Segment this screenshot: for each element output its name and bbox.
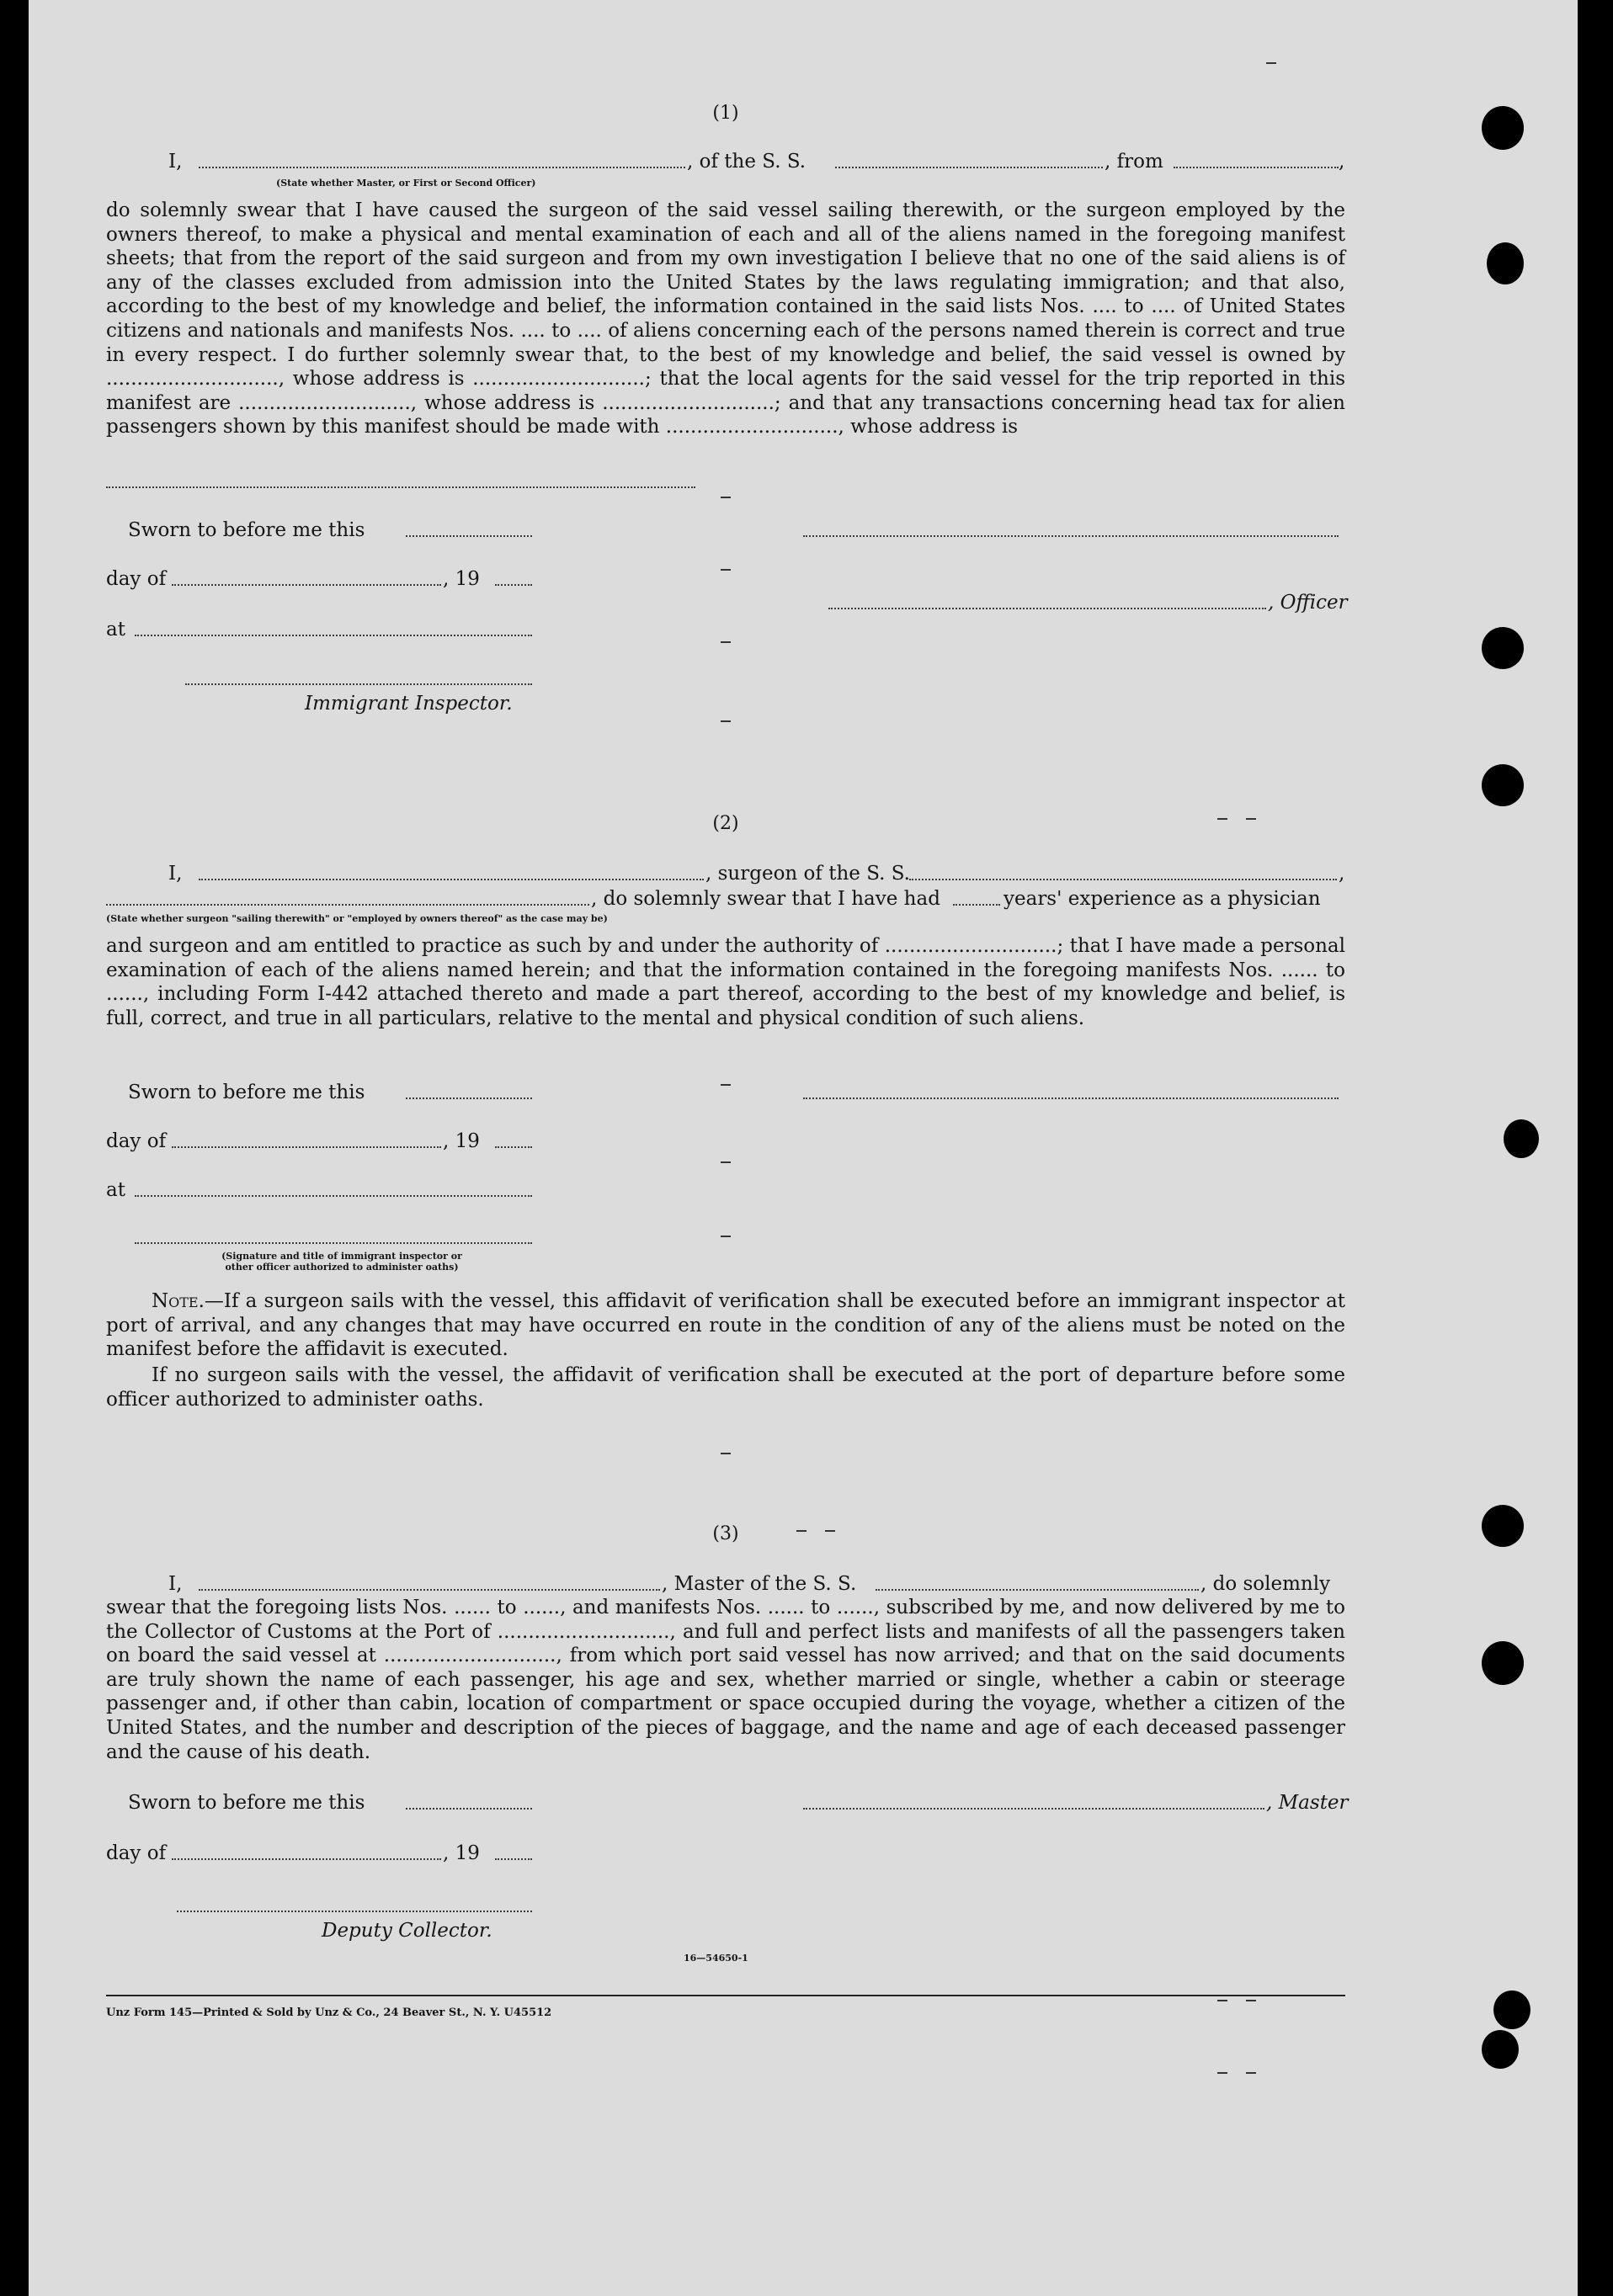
day-of-label: day of [106, 568, 167, 590]
place-field [135, 635, 532, 636]
scan-mark [1217, 2000, 1227, 2001]
line-end: , [1339, 151, 1345, 173]
punch-hole [1482, 764, 1524, 806]
punch-hole [1482, 1641, 1524, 1685]
collector-title: Deputy Collector. [322, 1920, 492, 1942]
years-label: years' experience as a physician [1003, 888, 1321, 910]
scan-mark [721, 569, 731, 571]
collector-signature-field [177, 1911, 532, 1912]
master-ss-label: , Master of the S. S. [662, 1573, 857, 1595]
vessel-name-field [835, 167, 1103, 168]
scan-mark [825, 1530, 835, 1532]
scan-mark [1246, 2000, 1256, 2001]
surgeon-status-note: (State whether surgeon "sailing therewith" or "employed by owners thereof" as the case may be) [106, 913, 608, 924]
day-of-label: day of [106, 1130, 167, 1152]
punch-hole [1482, 2030, 1519, 2069]
section1-body: do solemnly swear that I have caused the surgeon of the said vessel sailing therewith, or the surgeon employed by the owners thereof, to make a physical and mental examination of each and all of the aliens named in the foregoing manifest sheets; that from the report of the said surgeon and from my own investigation I believe that no one of the said aliens is of any of the classes excluded from admission into the United States by the laws regulating immigration; and that also, according to the best of my knowledge and belief, the information contained in the said lists Nos. .... to .... of United States citizens and nationals and manifests Nos. .... to .... of aliens concerning each of the persons named therein is correct and true in every respect. I do further solemnly swear that, to the best of my knowledge and belief, the said vessel is owned by ............................, whose address is ............................; that the local agents for the said vessel for the trip reported in this manifest are ............................, whose address is ............................; and that any transactions concerning head tax for alien passengers shown by this manifest should be made with ............................, whose address is [106, 199, 1345, 438]
punch-hole [1482, 627, 1524, 669]
note-paragraph-2: If no surgeon sails with the vessel, the affidavit of verification shall be executed at the port of departure before some officer authorized to administer oaths. [106, 1364, 1345, 1411]
scan-mark [1246, 2072, 1256, 2074]
month-field [172, 584, 441, 586]
from-port-field [1174, 167, 1339, 168]
year-field [495, 584, 532, 586]
scan-mark [721, 1161, 731, 1163]
sworn-label: Sworn to before me this [128, 519, 365, 541]
footer-rule [106, 1995, 1345, 1996]
section-number: (2) [712, 813, 739, 834]
line-end: , do solemnly [1200, 1573, 1331, 1595]
sworn-date-field [406, 1808, 532, 1810]
scan-mark [1266, 62, 1276, 64]
scan-mark [1217, 818, 1227, 820]
scan-mark [721, 641, 731, 643]
sworn-label: Sworn to before me this [128, 1792, 365, 1814]
scan-mark [796, 1530, 806, 1532]
section-number: (3) [712, 1523, 739, 1544]
vessel-name-field [876, 1589, 1199, 1591]
scan-mark [721, 1236, 731, 1237]
year-label: , 19 [443, 1130, 480, 1152]
month-field [172, 1146, 441, 1148]
line-end: , [1339, 863, 1345, 885]
vessel-officer-signature-field [803, 535, 1339, 537]
at-label: at [106, 619, 125, 640]
punch-hole [1493, 1990, 1530, 2029]
section2-body: and surgeon and am entitled to practice as such by and under the authority of ............................; that I have made a personal examination of each of the aliens named herein; and that the information contained in the foregoing manifests Nos. ...... to ......, including Form I-442 attached thereto and made a part thereof, according to the best of my knowledge and belief, is full, correct, and true in all particulars, relative to the mental and physical condition of such aliens. [106, 935, 1345, 1029]
scan-mark [1246, 818, 1256, 820]
scan-mark [721, 720, 731, 722]
punch-hole [1482, 106, 1524, 150]
scan-mark [721, 497, 731, 498]
at-label: at [106, 1179, 125, 1201]
inspector-title: Immigrant Inspector. [305, 693, 513, 715]
punch-hole [1504, 1119, 1539, 1158]
scan-mark [721, 1084, 731, 1086]
sworn-date-field [406, 535, 532, 537]
inspector-title-note-line: other officer authorized to administer oaths) [225, 1262, 459, 1273]
section-number: (1) [712, 103, 739, 124]
officer-label: , Officer [1268, 592, 1348, 614]
day-of-label: day of [106, 1842, 167, 1864]
i-label: I, [168, 863, 183, 885]
i-label: I, [168, 151, 183, 173]
officer-title-note: (State whether Master, or First or Second Officer) [276, 178, 536, 189]
inspector-signature-field [185, 683, 532, 685]
surgeon-signature-field [803, 1098, 1339, 1099]
address-continuation-field [106, 486, 695, 488]
year-label: , 19 [443, 1842, 480, 1864]
year-field [495, 1146, 532, 1148]
place-field [135, 1195, 532, 1197]
of-ss-label: , of the S. S. [687, 151, 806, 173]
document-page [29, 0, 1578, 2296]
years-field [953, 904, 1000, 906]
surgeon-name-field [199, 879, 704, 880]
inspector-signature-field [135, 1242, 532, 1244]
note-text: —If a surgeon sails with the vessel, this affidavit of verification shall be executed before an immigrant inspector at port of arrival, and any changes that may have occurred en route in the condition of any of the aliens must be noted on the manifest before the affidavit is executed. [106, 1290, 1345, 1361]
vessel-name-field [909, 879, 1337, 880]
sworn-label: Sworn to before me this [128, 1082, 365, 1103]
sworn-date-field [406, 1098, 532, 1099]
form-number: 16—54650-1 [684, 1953, 748, 1964]
year-label: , 19 [443, 568, 480, 590]
inspector-title-note-line: (Signature and title of immigrant inspector or [221, 1251, 462, 1262]
officer-signature-field [828, 608, 1266, 609]
year-field [495, 1858, 532, 1860]
inspector-title-note [157, 1251, 527, 1273]
note-paragraph [106, 1289, 1345, 1362]
note-label: Note. [152, 1290, 205, 1312]
scan-mark [721, 1453, 731, 1454]
surgeon-status-field [106, 904, 589, 906]
surgeon-ss-label: , surgeon of the S. S. [705, 863, 910, 885]
from-label: , from [1105, 151, 1163, 173]
punch-hole [1482, 1505, 1524, 1547]
master-label: , Master [1266, 1792, 1349, 1814]
master-name-field [199, 1589, 660, 1591]
printer-imprint: Unz Form 145—Printed & Sold by Unz & Co., 24 Beaver St., N. Y. U45512 [106, 2006, 552, 2019]
section3-body: swear that the foregoing lists Nos. ...... to ......, and manifests Nos. ...... to ......, subscribed by me, and now delivered by me to the Collector of Customs at the Port of ............................, and full and perfect lists and manifests of all the passengers taken on board the said vessel at ............................, from which port said vessel has now arrived; and that on the said documents are truly shown the name of each passenger, his age and sex, whether married or single, whether a cabin or steerage passenger and, if other than cabin, location of compartment or space occupied during the voyage, whether a citizen of the United States, and the number and description of the pieces of baggage, and the name and age of each deceased passenger and the cause of his death. [106, 1597, 1345, 1763]
officer-title-field [199, 167, 685, 168]
scan-mark [1217, 2072, 1227, 2074]
punch-hole [1487, 242, 1524, 284]
month-field [172, 1858, 441, 1860]
swear-label: , do solemnly swear that I have had [591, 888, 940, 910]
i-label: I, [168, 1573, 183, 1595]
master-signature-field [803, 1808, 1264, 1810]
